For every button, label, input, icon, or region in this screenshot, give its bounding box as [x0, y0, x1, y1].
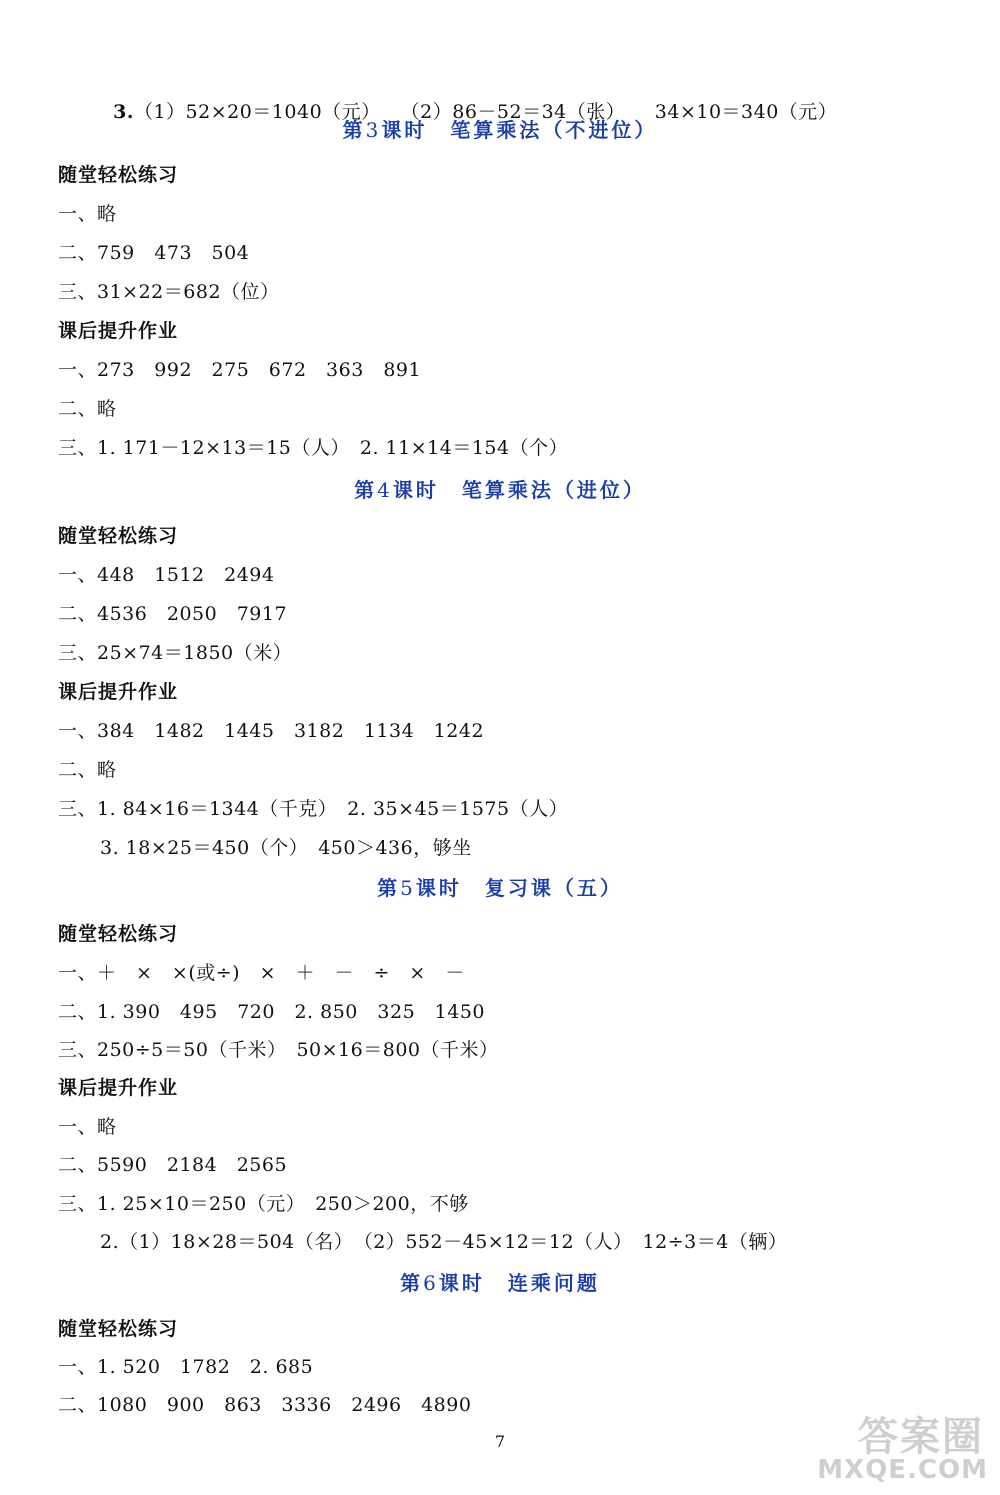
answer-line: 三、1. 171－12×13＝15（人） 2. 11×14＝154（个）: [58, 437, 569, 459]
answer-line: 3. 18×25＝450（个） 450＞436，够坐: [100, 837, 472, 859]
section-subheading: 课后提升作业: [58, 1077, 179, 1099]
answer-line: 一、1. 520 1782 2. 685: [58, 1356, 314, 1378]
answer-line: 二、759 473 504: [58, 242, 250, 264]
lesson-heading: 第5课时 复习课（五）: [377, 876, 623, 900]
answer-line: 二、略: [58, 759, 117, 781]
section-subheading: 随堂轻松练习: [58, 923, 179, 945]
answer-line: 一、略: [58, 203, 117, 225]
watermark-cn: 答案圈: [858, 1414, 984, 1460]
answer-line: 二、1. 390 495 720 2. 850 325 1450: [58, 1001, 486, 1023]
answer-line: 一、384 1482 1445 3182 1134 1242: [58, 720, 485, 742]
answer-line: 三、25×74＝1850（米）: [58, 642, 293, 664]
answer-line: 二、略: [58, 398, 117, 420]
answer-line: 三、1. 25×10＝250（元） 250＞200，不够: [58, 1193, 469, 1215]
answer-text: （1）52×20＝1040（元） （2）86－52＝34（张） 34×10＝340（元）: [133, 101, 838, 123]
answer-line: 二、4536 2050 7917: [58, 603, 288, 625]
page-number: 7: [494, 1432, 506, 1451]
lesson-heading: 第6课时 连乘问题: [400, 1271, 600, 1295]
lesson-heading: 第3课时 笔算乘法（不进位）: [342, 118, 658, 142]
watermark-logo: [818, 1405, 988, 1485]
answer-line: 一、略: [58, 1116, 117, 1138]
section-subheading: 课后提升作业: [58, 681, 179, 703]
answer-line: 三、250÷5＝50（千米） 50×16＝800（千米）: [58, 1039, 499, 1061]
answer-line: 三、1. 84×16＝1344（千克） 2. 35×45＝1575（人）: [58, 798, 569, 820]
answer-line: 二、5590 2184 2565: [58, 1154, 288, 1176]
section-subheading: 随堂轻松练习: [58, 525, 179, 547]
answer-line: 一、＋ × ×(或÷) × ＋ － ÷ × －: [58, 962, 465, 984]
watermark-en: MXQE.COM: [817, 1455, 988, 1485]
answer-line: 2.（1）18×28＝504（名） （2）552－45×12＝12（人） 12÷3＝4（辆）: [100, 1231, 788, 1253]
section-subheading: 课后提升作业: [58, 320, 179, 342]
section-subheading: 随堂轻松练习: [58, 164, 179, 186]
answer-line: 一、273 992 275 672 363 891: [58, 359, 422, 381]
answer-line: 三、31×22＝682（位）: [58, 281, 280, 303]
item-number: 3.: [113, 101, 134, 123]
answer-line: 二、1080 900 863 3336 2496 4890: [58, 1394, 472, 1416]
lesson-heading: 第4课时 笔算乘法（进位）: [354, 478, 646, 502]
answer-line: 一、448 1512 2494: [58, 564, 275, 586]
section-subheading: 随堂轻松练习: [58, 1318, 179, 1340]
